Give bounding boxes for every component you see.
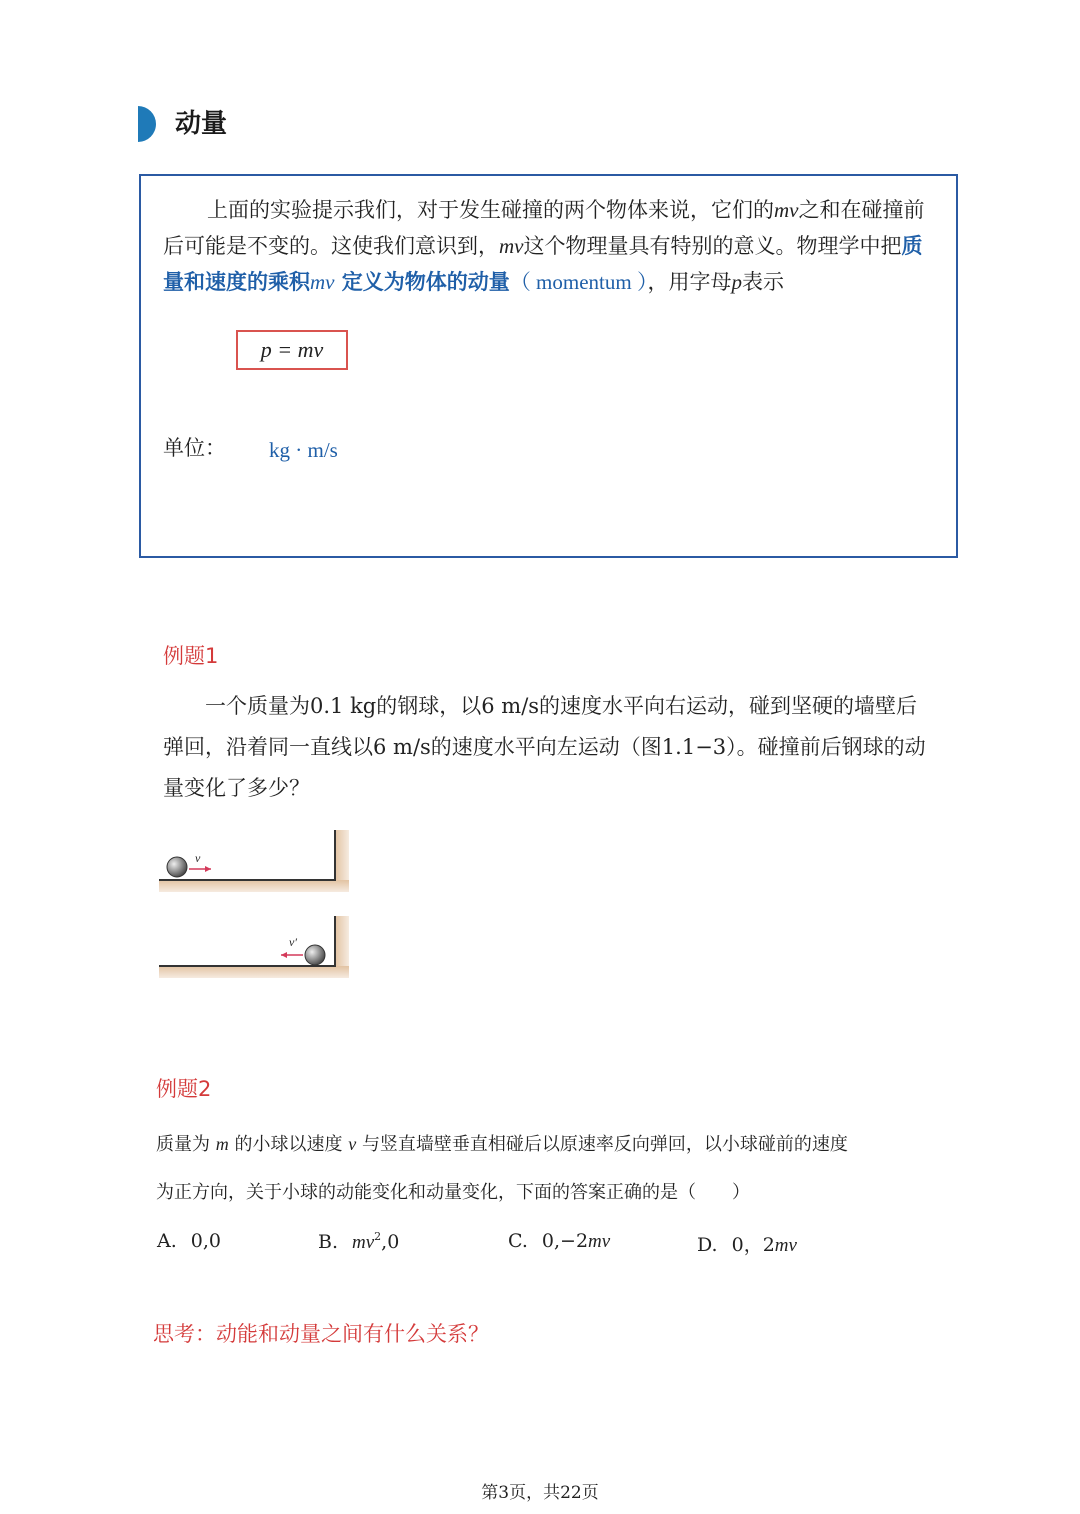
steel-ball	[305, 945, 325, 965]
velocity-prime-label: v′	[289, 935, 297, 949]
v-symbol: v	[348, 1134, 357, 1154]
definition-paragraph: 上面的实验提示我们，对于发生碰撞的两个物体来说，它们的mv之和在碰撞前后可能是不变的。这使我们意识到，mv这个物理量具有特别的意义。物理学中把质量和速度的乘积mv 定义为物体的动量（ momentum ），用字母p表示	[163, 198, 925, 294]
page-footer: 第3页，共22页	[481, 1483, 599, 1503]
option-b[interactable]: B. $mv^2,0$	[318, 1230, 400, 1253]
section-title: 动量	[175, 109, 228, 139]
velocity-label: v	[195, 851, 201, 865]
collision-figure	[155, 826, 355, 986]
option-c[interactable]: C. 0,−2mv	[508, 1230, 611, 1252]
section-marker-icon	[136, 106, 156, 142]
scene-after	[159, 916, 349, 978]
m-symbol: m	[215, 1134, 229, 1154]
think-question: 思考：动能和动量之间有什么关系？	[153, 1322, 489, 1346]
definition-highlight: 定义为物体的动量	[334, 270, 510, 294]
option-a[interactable]: A. 0,0	[157, 1230, 221, 1252]
scene-before	[159, 830, 349, 892]
steel-ball	[167, 857, 187, 877]
option-d[interactable]: D. 0，2mv	[697, 1234, 797, 1256]
momentum-formula: p = mv	[236, 330, 348, 370]
example2-text	[156, 1120, 916, 1217]
definition-box	[139, 174, 958, 558]
mv-symbol: mv	[774, 198, 799, 222]
example1-text: 一个质量为0.1 kg的钢球，以6 m/s的速度水平向右运动，碰到坚硬的墙壁后弹回，沿着同一直线以6 m/s的速度水平向左运动（图1.1−3）。碰撞前后钢球的动量变化了多少？	[163, 694, 926, 800]
example1-title: 例题1	[163, 644, 219, 668]
example2-line2: 为正方向，关于小球的动能变化和动量变化，下面的答案正确的是（ ）	[156, 1182, 750, 1203]
mv-symbol: mv	[499, 234, 524, 258]
p-symbol: p	[731, 270, 742, 294]
definition-highlight: 质量和速度的乘积	[163, 234, 923, 294]
example2-line1: 质量为 m 的小球以速度 v 与竖直墙壁垂直相碰后以原速率反向弹回，以小球碰前的速度	[156, 1134, 848, 1155]
mv-symbol: mv	[310, 270, 335, 294]
term-english: （ momentum ）	[509, 270, 648, 294]
example2-title: 例题2	[156, 1077, 212, 1101]
unit-value: kg · m/s	[269, 438, 338, 462]
unit-label: 单位：	[163, 436, 226, 460]
